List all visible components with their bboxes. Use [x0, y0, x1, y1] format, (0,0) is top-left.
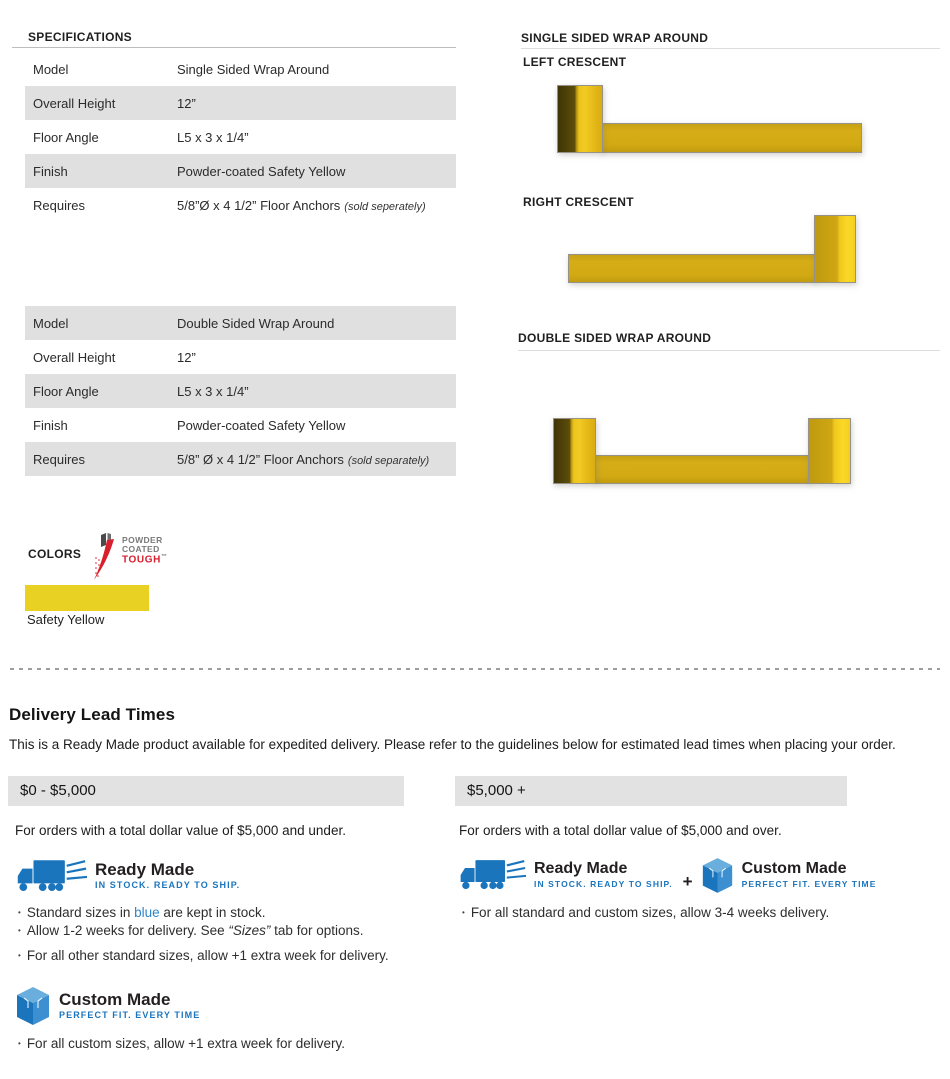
specifications-title: SPECIFICATIONS — [28, 30, 132, 44]
price-tier-header-over-5000: $5,000 + — [455, 776, 847, 806]
plus-sign: + — [682, 872, 693, 891]
table-row — [25, 306, 456, 340]
delivery-lead-times-title: Delivery Lead Times — [9, 705, 176, 724]
spec-label: Finish — [33, 417, 68, 433]
spec-label: Requires — [33, 451, 86, 467]
custom-made-logo-left — [15, 986, 200, 1026]
dashed-divider — [10, 668, 940, 670]
ready-made-tagline: IN STOCK. READY TO SHIP. — [95, 880, 241, 891]
list-item: • Standard sizes in blue are kept in stock. — [18, 905, 266, 920]
spec-value: 12” — [177, 349, 196, 365]
spec-table-single-sided — [25, 52, 456, 222]
custom-made-title: Custom Made — [741, 860, 847, 878]
truck-icon — [15, 856, 87, 896]
spec-value: L5 x 3 x 1/4” — [177, 129, 249, 145]
right-crescent-rail-image — [568, 254, 816, 283]
ready-made-tagline: IN STOCK. READY TO SHIP. — [534, 878, 673, 889]
custom-made-logo-right — [701, 857, 877, 894]
spec-note: (sold separately) — [347, 454, 430, 467]
specifications-divider — [12, 47, 456, 48]
table-row — [25, 340, 456, 374]
price-tier-subtext-left: For orders with a total dollar value of $5,000 and under. — [15, 823, 346, 838]
table-row — [25, 442, 456, 476]
custom-made-title: Custom Made — [59, 990, 171, 1010]
spec-label: Overall Height — [33, 95, 116, 111]
ready-made-logo-right — [458, 856, 673, 894]
single-sided-title: SINGLE SIDED WRAP AROUND — [521, 31, 709, 45]
spec-value: 12” — [177, 95, 196, 111]
spec-table-double-sided — [25, 306, 456, 476]
spec-label: Floor Angle — [33, 383, 99, 399]
table-row — [25, 86, 456, 120]
spec-value: 5/8” Ø x 4 1/2” Floor Anchors (sold separately) — [177, 451, 430, 467]
double-sided-title: DOUBLE SIDED WRAP AROUND — [518, 331, 712, 345]
table-row — [25, 374, 456, 408]
table-row — [25, 408, 456, 442]
ready-made-title: Ready Made — [534, 860, 628, 878]
table-row — [25, 52, 456, 86]
double-sided-right-post-image — [808, 418, 851, 484]
ready-made-logo-left — [15, 856, 240, 896]
list-item: • For all standard and custom sizes, allow 3-4 weeks delivery. — [462, 905, 830, 920]
double-sided-divider — [518, 350, 940, 351]
double-sided-rail-image — [594, 455, 810, 484]
powder-coated-tough-swoosh-icon — [92, 532, 118, 582]
ready-made-title: Ready Made — [95, 860, 195, 880]
spec-label: Overall Height — [33, 349, 116, 365]
cube-icon — [15, 986, 51, 1026]
truck-icon — [458, 856, 526, 894]
custom-made-tagline: PERFECT FIT. EVERY TIME — [741, 878, 877, 889]
spec-label: Requires — [33, 197, 86, 213]
powder-coated-tough-logo — [92, 532, 168, 582]
spec-label: Model — [33, 61, 69, 77]
price-tier-subtext-right: For orders with a total dollar value of $5,000 and over. — [459, 823, 782, 838]
sizes-tab-reference: “Sizes” — [228, 923, 271, 938]
pct-logo-line3: TOUGH™ — [122, 553, 168, 566]
blue-word: blue — [134, 905, 160, 920]
spec-label: Finish — [33, 163, 68, 179]
right-crescent-label: RIGHT CRESCENT — [523, 195, 634, 209]
trademark-symbol: ™ — [160, 553, 168, 560]
list-item: • Allow 1-2 weeks for delivery. See “Sizes” tab for options. — [18, 923, 364, 938]
left-crescent-post-image — [557, 85, 603, 153]
table-row — [25, 154, 456, 188]
cube-icon — [701, 857, 734, 894]
spec-value: Double Sided Wrap Around — [177, 315, 335, 331]
list-item: • For all custom sizes, allow +1 extra week for delivery. — [18, 1036, 346, 1051]
pct-logo-line1: POWDER — [122, 535, 163, 545]
double-sided-left-post-image — [553, 418, 596, 484]
table-row — [25, 120, 456, 154]
spec-value: Powder-coated Safety Yellow — [177, 417, 346, 433]
spec-value: Single Sided Wrap Around — [177, 61, 330, 77]
right-crescent-post-image — [814, 215, 856, 283]
custom-made-tagline: PERFECT FIT. EVERY TIME — [59, 1010, 201, 1021]
bullet-icon: • — [18, 1039, 21, 1048]
bullet-icon: • — [18, 926, 21, 935]
spec-note: (sold seperately) — [344, 200, 426, 213]
left-crescent-label: LEFT CRESCENT — [523, 55, 627, 69]
spec-label: Model — [33, 315, 69, 331]
pct-logo-line2: COATED — [122, 543, 160, 554]
list-item: • For all other standard sizes, allow +1 extra week for delivery. — [18, 948, 389, 963]
price-tier-header-under-5000: $0 - $5,000 — [8, 776, 404, 806]
table-row — [25, 188, 456, 222]
swatch-label: Safety Yellow — [27, 612, 105, 627]
left-crescent-rail-image — [601, 123, 862, 153]
colors-title: COLORS — [28, 547, 82, 561]
bullet-icon: • — [18, 951, 21, 960]
spec-value: 5/8”Ø x 4 1/2” Floor Anchors (sold seperately) — [177, 197, 426, 213]
safety-yellow-swatch — [25, 585, 149, 611]
bullet-icon: • — [462, 908, 465, 917]
ready-plus-custom-logos-right — [458, 856, 876, 894]
single-sided-divider — [521, 48, 940, 49]
bullet-icon: • — [18, 908, 21, 917]
spec-label: Floor Angle — [33, 129, 99, 145]
delivery-intro-text: This is a Ready Made product available for expedited delivery. Please refer to the guidelines below for estimated lead times when placing your order. — [9, 737, 896, 752]
spec-value: L5 x 3 x 1/4” — [177, 383, 249, 399]
spec-value: Powder-coated Safety Yellow — [177, 163, 346, 179]
